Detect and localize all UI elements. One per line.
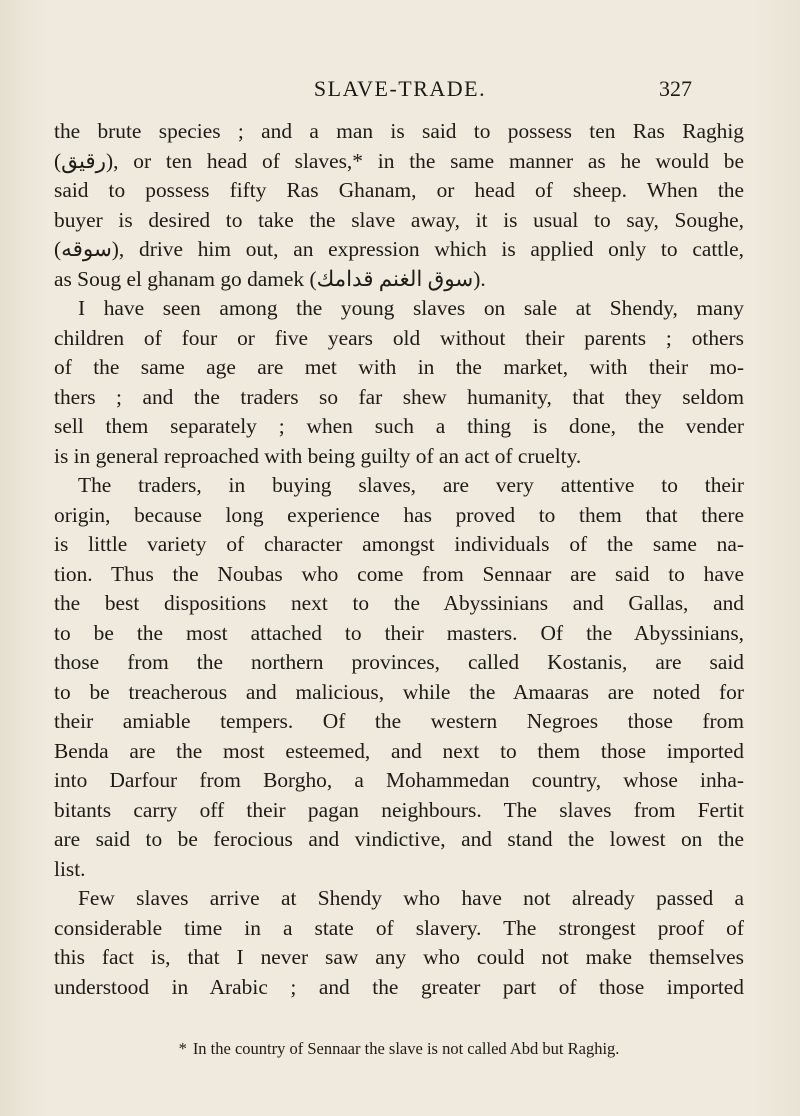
text-line: (سوقه), drive him out, an expression which is applied only to cattle, (54, 237, 744, 261)
text-line: considerable time in a state of slavery. The strongest proof of (54, 915, 744, 940)
text-line: is in general reproached with being guilty of an act of cruelty. (54, 443, 582, 468)
text-line: I have seen among the young slaves on sale at Shendy, many (78, 296, 744, 320)
text-line: this fact is, that I never saw any who could not make themselves (54, 945, 744, 969)
text-line: are said to be ferocious and vindictive, and stand the lowest on the (54, 827, 744, 851)
text-line: the brute species ; and a man is said to possess ten Ras Raghig (54, 119, 744, 143)
text-line: The traders, in buying slaves, are very attentive to their (78, 473, 744, 497)
footnote (54, 1039, 744, 1059)
text-line: to be the most attached to their masters. Of the Abyssinians, (54, 620, 744, 645)
text-line: thers ; and the traders so far shew humanity, that they seldom (54, 384, 744, 409)
text-line: Benda are the most esteemed, and next to them those imported (54, 738, 744, 763)
footnote-text: In the country of Sennaar the slave is not called Abd but Raghig. (192, 1039, 620, 1058)
text-line: Few slaves arrive at Shendy who have not already passed a (78, 886, 744, 910)
text-line: as Soug el ghanam go damek (سوق الغنم قدامك). (54, 266, 486, 291)
text-line: the best dispositions next to the Abyssinians and Gallas, and (54, 591, 744, 615)
text-line: tion. Thus the Noubas who come from Sennaar are said to have (54, 561, 744, 586)
footnote-mark: * (178, 1039, 187, 1058)
text-line: origin, because long experience has proved to them that there (54, 502, 744, 527)
text-line: to be treacherous and malicious, while the Amaaras are noted for (54, 679, 744, 704)
text-line: children of four or five years old without their parents ; others (54, 325, 744, 350)
text-line: buyer is desired to take the slave away, it is usual to say, Soughe, (54, 207, 744, 232)
text-line: of the same age are met with in the market, with their mo- (54, 355, 744, 379)
running-title: SLAVE-TRADE. (313, 76, 487, 101)
text-line: (رقيق), or ten head of slaves,* in the same manner as he would be (54, 148, 744, 173)
text-line: is little variety of character amongst individuals of the same na- (54, 532, 744, 556)
text-line: said to possess fifty Ras Ghanam, or head of sheep. When the (54, 178, 744, 202)
text-line: into Darfour from Borgho, a Mohammedan country, whose inha- (54, 768, 744, 792)
page-number: 327 (659, 76, 692, 101)
text-line: bitants carry off their pagan neighbours. The slaves from Fertit (54, 797, 744, 822)
text-line: sell them separately ; when such a thing is done, the vender (54, 414, 744, 438)
text-line: those from the northern provinces, called Kostanis, are said (54, 650, 744, 674)
page-header (0, 76, 800, 106)
text-line: understood in Arabic ; and the greater part of those imported (54, 974, 744, 999)
text-line: list. (54, 856, 86, 881)
body-text (54, 117, 744, 1002)
text-line: their amiable tempers. Of the western Negroes those from (54, 709, 744, 733)
